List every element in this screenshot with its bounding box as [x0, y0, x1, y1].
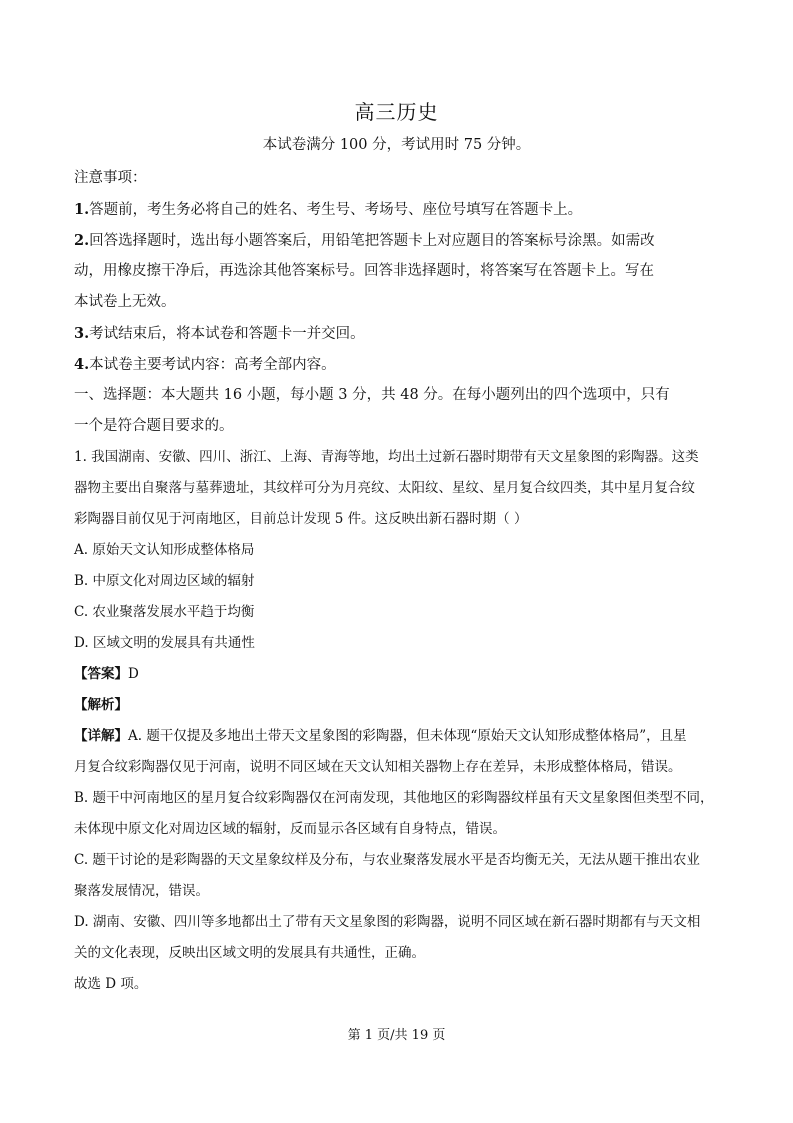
question-stem: 彩陶器目前仅见于河南地区，目前总计发现 5 件。这反映出新石器时期（ ）: [74, 511, 528, 527]
question-1: [74, 442, 724, 1000]
detail-line: 关的文化表现，反映出区域文明的发展具有共通性，正确。: [74, 945, 425, 961]
analysis-label: 【解析】: [74, 697, 128, 713]
detail-line: 聚落发展情况，错误。: [74, 883, 209, 899]
notice-item-continued: 本试卷上无效。: [74, 294, 176, 310]
page-title: 高三历史: [354, 100, 439, 124]
detail-line: D. 湖南、安徽、四川等多地都出土了带有天文星象图的彩陶器，说明不同区域在新石器时期都有与天文相: [74, 914, 701, 930]
question-stem: 器物主要出自聚落与墓葬遗址，其纹样可分为月亮纹、太阳纹、星纹、星月复合纹四类，其中星月复合纹: [74, 480, 695, 496]
notice-item: 4.本试卷主要考试内容：高考全部内容。: [74, 356, 336, 373]
detail-line: C. 题干讨论的是彩陶器的天文星象纹样及分布，与农业聚落发展水平是否均衡无关，无法从题干推出农业: [74, 852, 700, 868]
notice-item-continued: 动，用橡皮擦干净后，再选涂其他答案标号。回答非选择题时，将答案写在答题卡上。写在: [74, 263, 654, 279]
detail-line: 月复合纹彩陶器仅见于河南，说明不同区域在天文认知相关器物上存在差异，未形成整体格局，错误。: [74, 759, 682, 775]
notice-item: 3.考试结束后，将本试卷和答题卡一并交回。: [74, 325, 365, 342]
question-stem: 1. 我国湖南、安徽、四川、浙江、上海、青海等地，均出土过新石器时期带有天文星象图的彩陶器。这类: [74, 449, 699, 465]
detail-line: 【详解】A. 题干仅提及多地出土带天文星象图的彩陶器，但未体现“原始天文认知形成整体格局”，且星: [74, 728, 687, 744]
notice-heading: 注意事项：: [74, 170, 147, 186]
section-heading-continued: 一个是符合题目要求的。: [74, 418, 234, 434]
page-number: 第 1 页/共 19 页: [347, 1028, 446, 1043]
option-d: D. 区域文明的发展具有共通性: [74, 635, 255, 651]
page-body: [74, 163, 724, 1000]
section-heading: 一、选择题：本大题共 16 小题，每小题 3 分，共 48 分。在每小题列出的四个选项中，只有: [74, 387, 670, 403]
conclusion-line: 故选 D 项。: [74, 976, 148, 992]
notice-item: 1.答题前，考生务必将自己的姓名、考生号、考场号、座位号填写在答题卡上。: [74, 201, 583, 218]
exam-info: 本试卷满分 100 分，考试用时 75 分钟。: [262, 137, 531, 153]
notice-item: 2.回答选择题时，选出每小题答案后，用铅笔把答题卡上对应题目的答案标号涂黑。如需改: [74, 232, 655, 249]
option-a: A. 原始天文认知形成整体格局: [74, 542, 255, 558]
detail-line: 未体现中原文化对周边区域的辐射，反而显示各区域有自身特点，错误。: [74, 821, 506, 837]
answer-line: 【答案】D: [74, 666, 139, 682]
option-c: C. 农业聚落发展水平趋于均衡: [74, 604, 255, 620]
option-b: B. 中原文化对周边区域的辐射: [74, 573, 255, 589]
detail-line: B. 题干中河南地区的星月复合纹彩陶器仅在河南发现，其他地区的彩陶器纹样虽有天文星象图但类型不同，: [74, 790, 714, 806]
